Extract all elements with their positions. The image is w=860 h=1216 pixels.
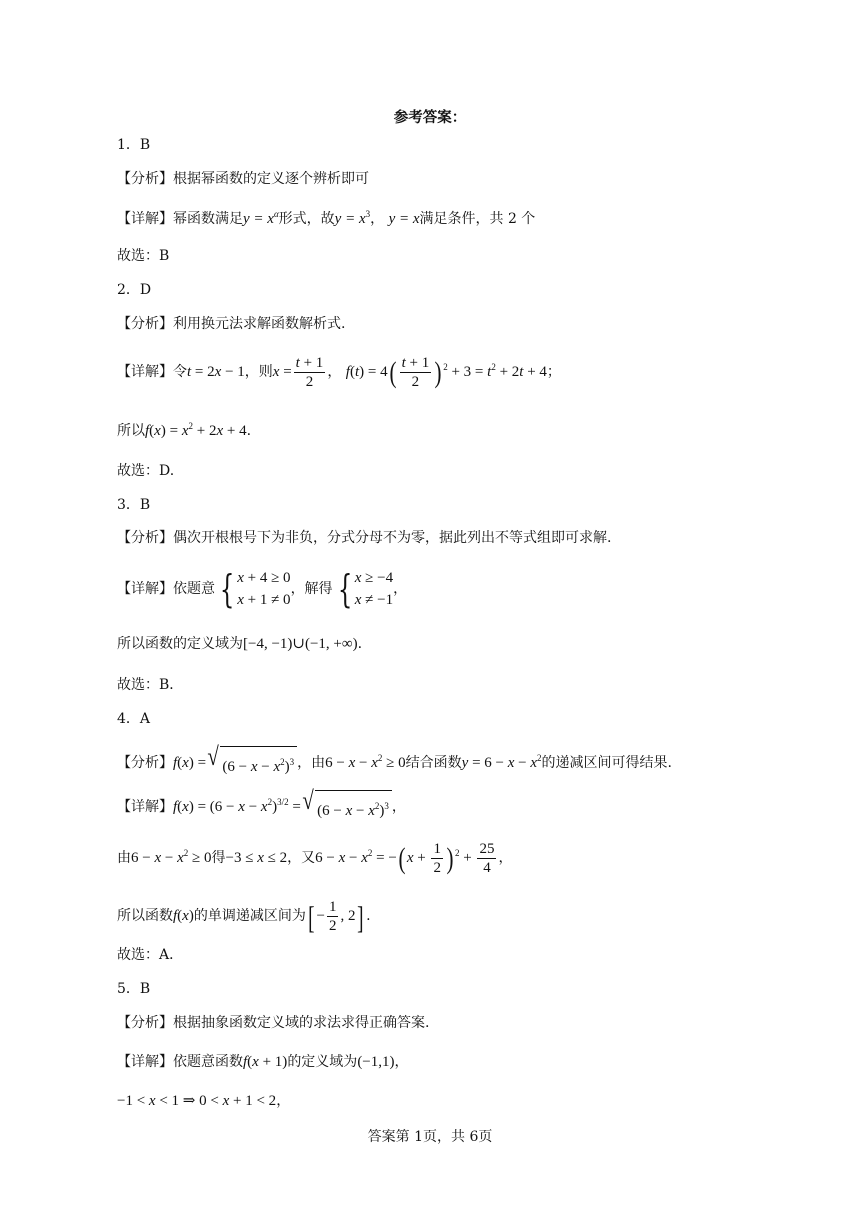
math-expr: $y = 6 - x - x^2$ <box>461 752 542 771</box>
q2-detail-text: 令 <box>173 364 187 380</box>
q3-conclusion-text: 所以函数的定义域为 <box>117 636 243 652</box>
q2-conclusion-text: 所以 <box>117 423 145 439</box>
q3-analysis <box>117 528 611 548</box>
q5-analysis-text: 根据抽象函数定义域的求法求得正确答案. <box>173 1015 430 1031</box>
q2-choice: 故选：D. <box>117 463 175 479</box>
math-system: x ≥ −4 x ≠ −1 <box>354 570 394 608</box>
q4-line3 <box>117 896 371 936</box>
analysis-tag: 【分析】 <box>117 316 173 332</box>
math-expr: $6 - x - x^2 \ge 0$ <box>131 848 212 866</box>
q5-detail-text: 的定义域为 <box>287 1054 358 1070</box>
q4-answer: 4．A <box>117 711 151 727</box>
q3-detail-text: 依题意 <box>173 581 215 597</box>
q3-detail: 【详解】依题意 { x + 4 ≥ 0 x + 1 ≠ 0 ，解得 { x ≥ −4 x ≠ −1 ， <box>117 567 408 611</box>
math-expr: $6 - x - x^2$ = −( x + $\frac{1}{2}$ ) $^2$ + $\frac{25}{4}$ <box>315 841 495 877</box>
q3-answer: 3．B <box>117 497 151 513</box>
detail-tag: 【详解】 <box>117 364 173 380</box>
math-expr: f(x + 1) <box>243 1054 288 1070</box>
math-expr: [−4, −1)∪(−1, +∞) <box>243 636 358 652</box>
q5-line2-text: ， <box>276 1093 291 1109</box>
q4-analysis <box>117 742 672 785</box>
q4-analysis-text: ，由 <box>297 754 326 771</box>
q4-line2-text: 得 <box>211 850 226 866</box>
q5-analysis <box>117 1013 429 1033</box>
q3-conclusion <box>117 634 362 654</box>
page-footer: 答案第 1页，共 6页 <box>367 1129 493 1145</box>
q1-detail <box>117 209 535 229</box>
q4-line3-text: . <box>366 908 371 924</box>
q2-detail-text: ，则 <box>244 364 273 380</box>
q4-line2-text: 由 <box>117 850 131 866</box>
q5-line2 <box>117 1091 290 1111</box>
page-title: 参考答案： <box>393 109 467 126</box>
math-expr: $f(x) = x^2 + 2x + 4$ <box>145 421 247 439</box>
math-expr: f(x) = √ $(6 - x - x^2)^3$ <box>173 755 297 771</box>
q4-line2-text: ，又 <box>287 850 316 866</box>
q1-analysis-text: 根据幂函数的定义逐个辨析即可 <box>173 171 369 187</box>
q2-conclusion <box>117 421 251 441</box>
math-expr: x = $\frac{t + 1}{2}$ <box>272 355 324 391</box>
q5-answer: 5．B <box>117 981 151 997</box>
math-expr: f(x) <box>173 908 194 924</box>
q1-detail-text: 满足条件，共 2 个 <box>419 211 536 227</box>
q4-analysis-text: 结合函数 <box>405 754 462 771</box>
q1-answer: 1．B <box>117 137 151 153</box>
q5-detail-text: 依题意函数 <box>173 1054 243 1070</box>
q2-detail-text: ， <box>327 364 342 380</box>
q5-detail <box>117 1052 409 1072</box>
math-expr: y = x <box>388 211 420 227</box>
math-expr: $f(x) = (6 - x - x^2)^{3/2}$ = √ $(6 - x - x^2)^3$ <box>173 799 392 815</box>
analysis-tag: 【分析】 <box>117 1015 173 1031</box>
q2-analysis <box>117 314 345 334</box>
q3-detail-text: ， <box>393 581 408 597</box>
q4-analysis-text: 的递减区间可得结果. <box>541 754 672 771</box>
math-system: x + 4 ≥ 0 x + 1 ≠ 0 <box>237 570 291 608</box>
analysis-tag: 【分析】 <box>117 530 173 546</box>
q4-line2 <box>117 838 512 878</box>
detail-tag: 【详解】 <box>117 1054 173 1070</box>
q4-detail <box>117 786 406 829</box>
q3-analysis-text: 偶次开根根号下为非负，分式分母不为零，据此列出不等式组即可求解. <box>173 530 612 546</box>
q3-conclusion-text: . <box>357 636 363 652</box>
q1-choice: 故选：B <box>117 248 170 264</box>
math-expr: (−1,1) <box>357 1054 395 1070</box>
q2-conclusion-text: . <box>246 423 252 439</box>
math-expr: f(t) = 4( $\frac{t + 1}{2}$ ) $^2 + 3 = t^2 + 2t + 4$ <box>345 355 547 391</box>
q2-detail <box>117 352 561 392</box>
q4-choice: 故选：A． <box>117 947 184 963</box>
q1-detail-text: 形式，故 <box>278 211 335 227</box>
detail-tag: 【详解】 <box>117 581 173 597</box>
q1-detail-text: ， <box>370 211 385 227</box>
math-expr: [ − $\frac{1}{2}$ , 2] <box>307 898 364 935</box>
q2-detail-text: ； <box>546 364 561 380</box>
math-expr: $y = x^3$ <box>334 209 371 227</box>
math-expr: $6 - x - x^2 \ge 0$ <box>325 752 406 771</box>
q3-detail-text: ，解得 <box>290 581 333 597</box>
math-expr: $y = x^\alpha$ <box>243 209 279 227</box>
q1-detail-text: 幂函数满足 <box>173 211 243 227</box>
q4-line2-text: ， <box>498 850 513 866</box>
analysis-tag: 【分析】 <box>117 754 173 771</box>
math-expr: t = 2x − 1 <box>187 364 245 380</box>
q2-analysis-text: 利用换元法求解函数解析式. <box>173 316 346 332</box>
q4-line3-text: 所以函数 <box>117 908 173 924</box>
math-expr: −3 ≤ x ≤ 2 <box>225 850 288 866</box>
detail-tag: 【详解】 <box>117 211 173 227</box>
detail-tag: 【详解】 <box>117 798 173 815</box>
math-expr: −1 < x < 1 ⇒ 0 < x + 1 < 2 <box>117 1093 277 1109</box>
q1-analysis <box>117 169 369 189</box>
q4-detail-text: ， <box>391 798 406 815</box>
analysis-tag: 【分析】 <box>117 171 173 187</box>
q3-choice: 故选：B． <box>117 677 184 693</box>
q2-answer: 2．D <box>117 282 152 298</box>
q4-line3-text: 的单调递减区间为 <box>193 908 306 924</box>
q5-detail-text: ， <box>394 1054 409 1070</box>
